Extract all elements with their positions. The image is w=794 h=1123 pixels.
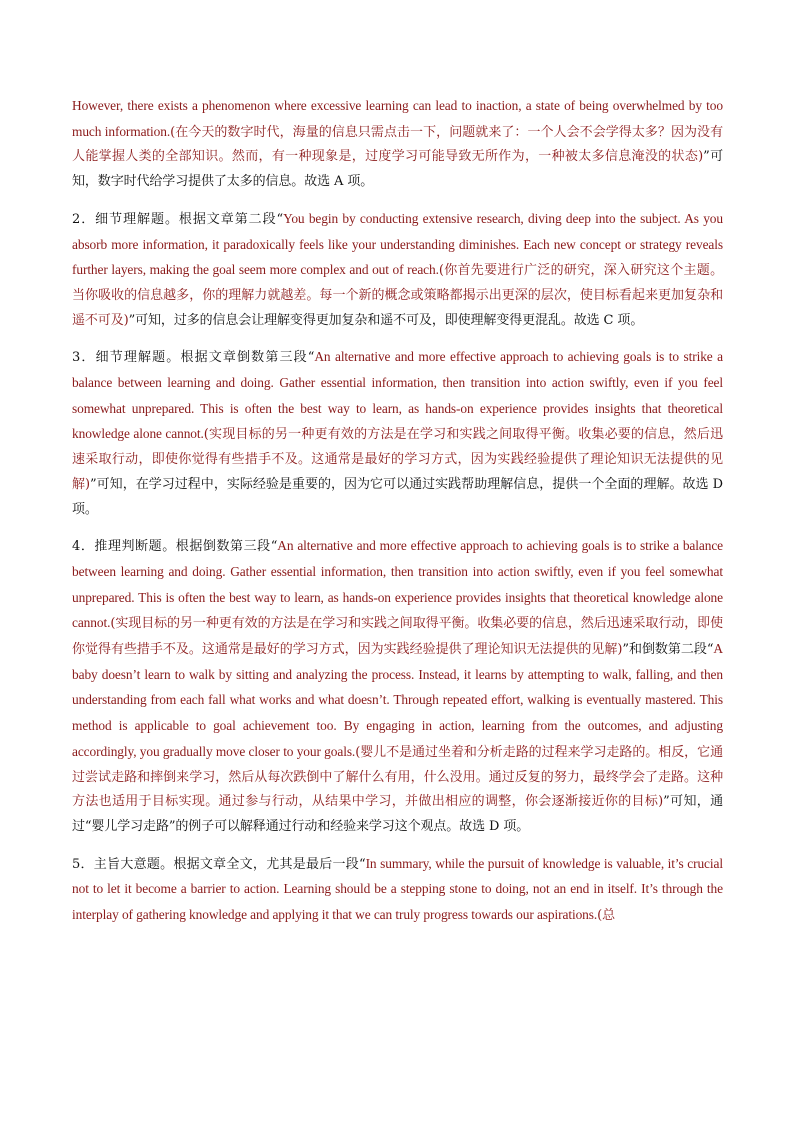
answer-paragraph-5 [72, 852, 723, 929]
chinese-translation: (实现目标的另一种更有效的方法是在学习和实践之间取得平衡。收集必要的信息，然后迅速采取行动，即使你觉得有些措手不及。这通常是最好的学习方式，因为实践经验提供了理论知识无法提供的见解) [72, 616, 723, 658]
question-label: 2．细节理解题。根据文章第二段“ [72, 211, 284, 227]
explanation-text: ”可知，在学习过程中，实际经验是重要的，因为它可以通过实践帮助理解信息，提供一个全面的理解。故选 D 项。 [72, 476, 724, 517]
chinese-translation: (实现目标的另一种更有效的方法是在学习和实践之间取得平衡。收集必要的信息，然后迅速采取行动，即使你觉得有些措手不及。这通常是最好的学习方式，因为实践经验提供了理论知识无法提供的见解) [72, 427, 723, 492]
english-quote: An alternative and more effective approach to achieving goals is to strike a balance between learning and doing. Gather essential information, then transition into action swiftly, even if you feel somewhat unprepared. This is often the best way to learn, as hands-on experience provides insights that theoretical knowledge alone cannot. [72, 538, 723, 631]
english-quote: An alternative and more effective approach to achieving goals is to strike a balance between learning and doing. Gather essential information, then transition into action swiftly, even if you feel somewhat unprepared. This is often the best way to learn, as hands-on experience provides insights that theoretical knowledge alone cannot. [72, 349, 723, 442]
explanation-text: ”可知，过多的信息会让理解变得更加复杂和遥不可及，即使理解变得更混乱。故选 C 项。 [128, 312, 644, 328]
question-label: 4．推理判断题。根据倒数第三段“ [72, 539, 278, 555]
english-quote: However, there exists a phenomenon where excessive learning can lead to inaction, a state of being overwhelmed by too much information. [72, 98, 723, 139]
question-label: 5．主旨大意题。根据文章全文，尤其是最后一段“ [72, 856, 366, 872]
explanation-text: ”可知，数字时代给学习提供了太多的信息。故选 A 项。 [72, 149, 723, 190]
answer-paragraph-3 [72, 345, 723, 522]
question-label: 3．细节理解题。根据文章倒数第三段“ [72, 350, 315, 366]
answer-paragraph-4 [72, 534, 723, 839]
answer-paragraph-1 [72, 94, 723, 195]
chinese-translation: (总 [597, 908, 615, 924]
explanation-text: ”可知，通过“婴儿学习走路”的例子可以解释通过行动和经验来学习这个观点。故选 D 项。 [72, 794, 723, 834]
english-quote: You begin by conducting extensive research, diving deep into the subject. As you absorb more information, it paradoxically feels like your understanding diminishes. Each new concept or strategy reveals further layers, making the goal seem more complex and out of reach. [72, 210, 723, 278]
chinese-translation: (你首先要进行广泛的研究，深入研究这个主题。当你吸收的信息越多，你的理解力就越差。每一个新的概念或策略都揭示出更深的层次，使目标看起来更加复杂和遥不可及) [72, 263, 723, 328]
chinese-translation: (婴儿不是通过坐着和分析走路的过程来学习走路的。相反，它通过尝试走路和摔倒来学习，然后从每次跌倒中了解什么有用，什么没用。通过反复的努力，最终学会了走路。这种方法也适用于目标实现。通过参与行动，从结果中学习，并做出相应的调整，你会逐渐接近你的目标) [72, 744, 723, 810]
chinese-translation: (在今天的数字时代，海量的信息只需点击一下，问题就来了：一个人会不会学得太多？因为没有人能掌握人类的全部知识。然而，有一种现象是，过度学习可能导致无所作为，一种被太多信息淹没的状态) [72, 124, 724, 165]
connector-text: ”和倒数第二段“ [622, 642, 714, 658]
english-quote: In summary, while the pursuit of knowledge is valuable, it’s crucial not to let it become a barrier to action. Learning should be a stepping stone to doing, not an end in itself. It’s through the interplay of gathering knowledge and applying it that we can truly progress towards our aspirations. [72, 855, 723, 923]
answer-paragraph-2 [72, 207, 723, 334]
english-quote: A baby doesn’t learn to walk by sitting and analyzing the process. Instead, it learns by attempting to walk, falling, and then understanding from each fall what works and what doesn’t. Through repeated effort, walking is eventually mastered. This method is applicable to goal achievement too. By engaging in action, learning from the outcomes, and adjusting accordingly, you gradually move closer to your goals. [72, 641, 723, 759]
